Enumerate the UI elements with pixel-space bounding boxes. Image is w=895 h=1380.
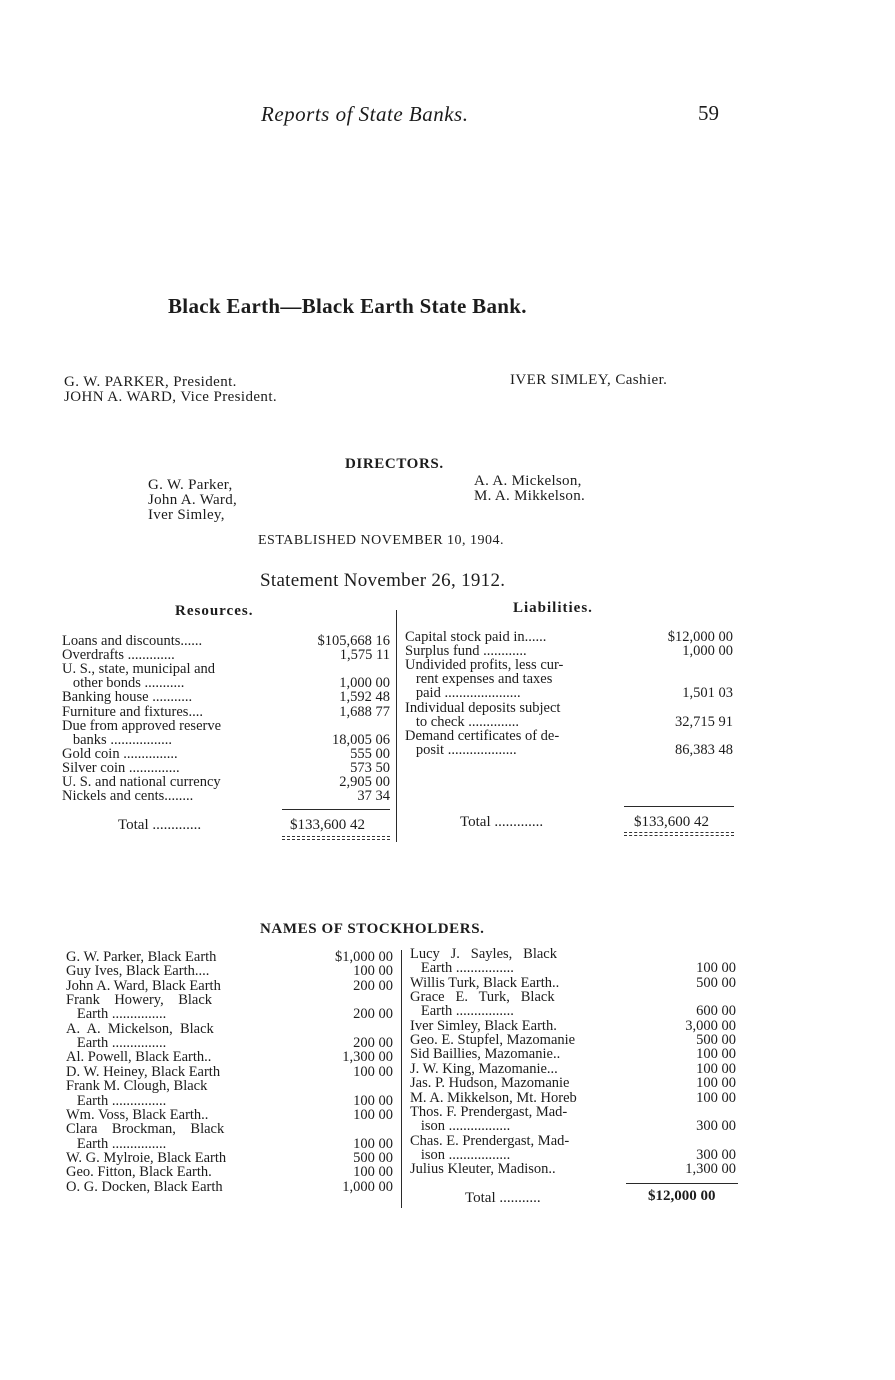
stockholder-row: [410, 1162, 736, 1177]
director-name: Iver Simley,: [148, 507, 225, 523]
resource-amount: 37 34: [357, 788, 390, 805]
resource-amount: 1,688 77: [339, 703, 390, 720]
stockholder-name: Earth ................: [410, 1003, 514, 1020]
resource-amount: 573 50: [350, 759, 390, 776]
established-date: ESTABLISHED NOVEMBER 10, 1904.: [258, 533, 505, 548]
resource-label: Nickels and cents........: [62, 788, 194, 805]
stockholder-name: ison .................: [410, 1118, 511, 1135]
stockholder-amount: 300 00: [696, 1146, 736, 1163]
stockholder-name: Thos. F. Prendergast, Mad-: [410, 1103, 568, 1120]
stockholder-name: Frank Howery, Black: [66, 992, 213, 1009]
stockholder-amount: 500 00: [696, 1032, 736, 1049]
resources-total-label: Total .............: [118, 817, 202, 833]
stockholders-total-label: Total ...........: [465, 1190, 541, 1206]
director-name: G. W. Parker,: [148, 477, 233, 493]
liability-label: paid .....................: [405, 685, 521, 702]
directors-heading: DIRECTORS.: [345, 456, 444, 472]
resource-amount: 555 00: [350, 745, 390, 762]
resource-amount: 1,000 00: [339, 675, 390, 692]
resources-heading: Resources.: [175, 603, 254, 619]
liability-amount: 1,000 00: [682, 643, 733, 660]
stockholder-amount: 500 00: [696, 974, 736, 991]
resource-amount: 2,905 00: [339, 774, 390, 790]
stockholder-name: M. A. Mikkelson, Mt. Horeb: [410, 1089, 577, 1106]
liability-label: Demand certificates of de-: [405, 727, 560, 744]
stockholder-amount: 100 00: [353, 1063, 393, 1080]
stockholder-name: Iver Simley, Black Earth.: [410, 1017, 557, 1034]
resource-label: Furniture and fixtures....: [62, 703, 203, 720]
stockholder-name: ison .................: [410, 1146, 511, 1163]
resource-label: Silver coin ..............: [62, 759, 180, 776]
stockholder-name: Geo. Fitton, Black Earth.: [66, 1164, 212, 1181]
stockholder-name: Jas. P. Hudson, Mazomanie: [410, 1075, 570, 1092]
stockholder-name: Willis Turk, Black Earth..: [410, 974, 560, 991]
stockholders-total-rule: [626, 1183, 738, 1184]
director-name: John A. Ward,: [148, 492, 238, 508]
stockholder-amount: 100 00: [696, 960, 736, 977]
stockholder-row: [410, 1119, 736, 1134]
director-name: M. A. Mikkelson.: [474, 488, 586, 504]
stockholder-name: Al. Powell, Black Earth..: [66, 1049, 212, 1066]
stockholder-amount: 600 00: [696, 1003, 736, 1020]
page-number: 59: [698, 101, 719, 125]
liabilities-double-rule: [624, 832, 734, 836]
resource-amount: 18,005 06: [332, 731, 390, 748]
stockholder-name: Grace E. Turk, Black: [410, 989, 555, 1006]
running-title: Reports of State Banks.: [261, 102, 469, 126]
liability-amount: 32,715 91: [675, 713, 733, 730]
resource-label: U. S. and national currency: [62, 774, 221, 790]
stockholder-amount: 200 00: [353, 1035, 393, 1052]
stockholder-name: Julius Kleuter, Madison..: [410, 1161, 556, 1178]
stockholder-amount: 100 00: [696, 1046, 736, 1063]
stockholders-total-amount: $12,000 00: [648, 1188, 716, 1204]
stockholder-amount: 100 00: [353, 963, 393, 980]
stockholder-name: G. W. Parker, Black Earth: [66, 949, 217, 965]
stockholder-amount: 500 00: [353, 1149, 393, 1166]
stockholder-name: A. A. Mickelson, Black: [66, 1020, 214, 1037]
stockholder-row: [66, 1122, 393, 1137]
stockholder-amount: 100 00: [353, 1164, 393, 1181]
liability-amount: $12,000 00: [667, 629, 733, 645]
stockholder-amount: 1,000 00: [342, 1178, 393, 1195]
resource-label: Loans and discounts......: [62, 633, 203, 649]
stockholder-row: [410, 1076, 736, 1091]
liability-label: posit ...................: [405, 741, 517, 758]
stockholder-amount: 300 00: [696, 1118, 736, 1135]
stockholder-row: [66, 1180, 393, 1195]
liabilities-heading: Liabilities.: [513, 600, 593, 616]
resource-amount: $105,668 16: [317, 633, 390, 649]
director-name: A. A. Mickelson,: [474, 473, 582, 489]
stockholder-row: [66, 1165, 393, 1180]
liability-row: [405, 743, 733, 758]
officer-cashier: IVER SIMLEY, Cashier.: [510, 372, 668, 388]
statement-title: Statement November 26, 1912.: [260, 570, 506, 591]
stockholder-amount: 100 00: [696, 1060, 736, 1077]
stockholder-amount: 100 00: [353, 1092, 393, 1109]
stockholder-amount: 100 00: [353, 1135, 393, 1152]
stockholder-name: Sid Baillies, Mazomanie..: [410, 1046, 561, 1063]
stockholder-amount: $1,000 00: [335, 949, 393, 965]
stockholder-name: Earth ...............: [66, 1092, 167, 1109]
liability-amount: 1,501 03: [682, 685, 733, 702]
stockholder-name: Wm. Voss, Black Earth..: [66, 1106, 209, 1123]
stockholder-name: John A. Ward, Black Earth: [66, 977, 221, 994]
stockholders-column-divider: [401, 950, 402, 1208]
resource-amount: 1,575 11: [339, 647, 390, 664]
liability-label: to check ..............: [405, 713, 519, 730]
liability-label: Individual deposits subject: [405, 699, 561, 716]
liability-label: rent expenses and taxes: [405, 671, 553, 688]
officer-vice-president: JOHN A. WARD, Vice President.: [64, 389, 278, 405]
stockholder-amount: 200 00: [353, 1006, 393, 1023]
stockholder-amount: 1,300 00: [685, 1161, 736, 1178]
stockholder-name: Earth ...............: [66, 1135, 167, 1152]
liability-label: Undivided profits, less cur-: [405, 657, 564, 674]
stockholder-name: Lucy J. Sayles, Black: [410, 946, 557, 962]
stockholder-amount: 100 00: [353, 1106, 393, 1123]
resource-label: Banking house ...........: [62, 689, 193, 706]
stockholder-amount: 1,300 00: [342, 1049, 393, 1066]
stockholder-name: Earth ...............: [66, 1006, 167, 1023]
stockholder-name: Earth ................: [410, 960, 514, 977]
stockholder-amount: 3,000 00: [685, 1017, 736, 1034]
liability-amount: 86,383 48: [675, 741, 733, 758]
liabilities-total-rule: [624, 806, 734, 807]
bank-title: Black Earth—Black Earth State Bank.: [168, 294, 527, 318]
resource-label: other bonds ...........: [62, 675, 185, 692]
liabilities-total-label: Total .............: [460, 814, 544, 830]
stockholder-amount: 100 00: [696, 1075, 736, 1092]
resource-label: banks .................: [62, 731, 172, 748]
stockholder-amount: 100 00: [696, 1089, 736, 1106]
resources-double-rule: [282, 836, 390, 840]
resource-label: Overdrafts .............: [62, 647, 175, 664]
stockholder-name: Geo. E. Stupfel, Mazomanie: [410, 1032, 576, 1049]
resource-row: [62, 789, 390, 804]
resources-total-amount: $133,600 42: [290, 817, 365, 833]
stockholder-name: Frank M. Clough, Black: [66, 1078, 208, 1095]
officer-president: G. W. PARKER, President.: [64, 374, 237, 390]
resources-total-rule: [282, 809, 390, 810]
stockholder-name: Guy Ives, Black Earth....: [66, 963, 210, 980]
statement-column-divider: [396, 610, 397, 842]
resource-label: U. S., state, municipal and: [62, 661, 216, 678]
stockholder-row: [66, 1079, 393, 1094]
stockholder-name: O. G. Docken, Black Earth: [66, 1178, 223, 1195]
liabilities-total-amount: $133,600 42: [634, 814, 709, 830]
stockholder-amount: 200 00: [353, 977, 393, 994]
stockholders-heading: NAMES OF STOCKHOLDERS.: [260, 921, 485, 937]
stockholder-name: W. G. Mylroie, Black Earth: [66, 1149, 227, 1166]
resource-label: Gold coin ...............: [62, 745, 178, 762]
stockholder-name: Clara Brockman, Black: [66, 1121, 225, 1138]
stockholder-name: Chas. E. Prendergast, Mad-: [410, 1132, 570, 1149]
stockholder-name: Earth ...............: [66, 1035, 167, 1052]
resource-amount: 1,592 48: [339, 689, 390, 706]
stockholder-name: J. W. King, Mazomanie...: [410, 1060, 558, 1077]
resource-label: Due from approved reserve: [62, 717, 222, 734]
liability-label: Capital stock paid in......: [405, 629, 547, 645]
stockholder-name: D. W. Heiney, Black Earth: [66, 1063, 221, 1080]
liability-label: Surplus fund ............: [405, 643, 527, 660]
